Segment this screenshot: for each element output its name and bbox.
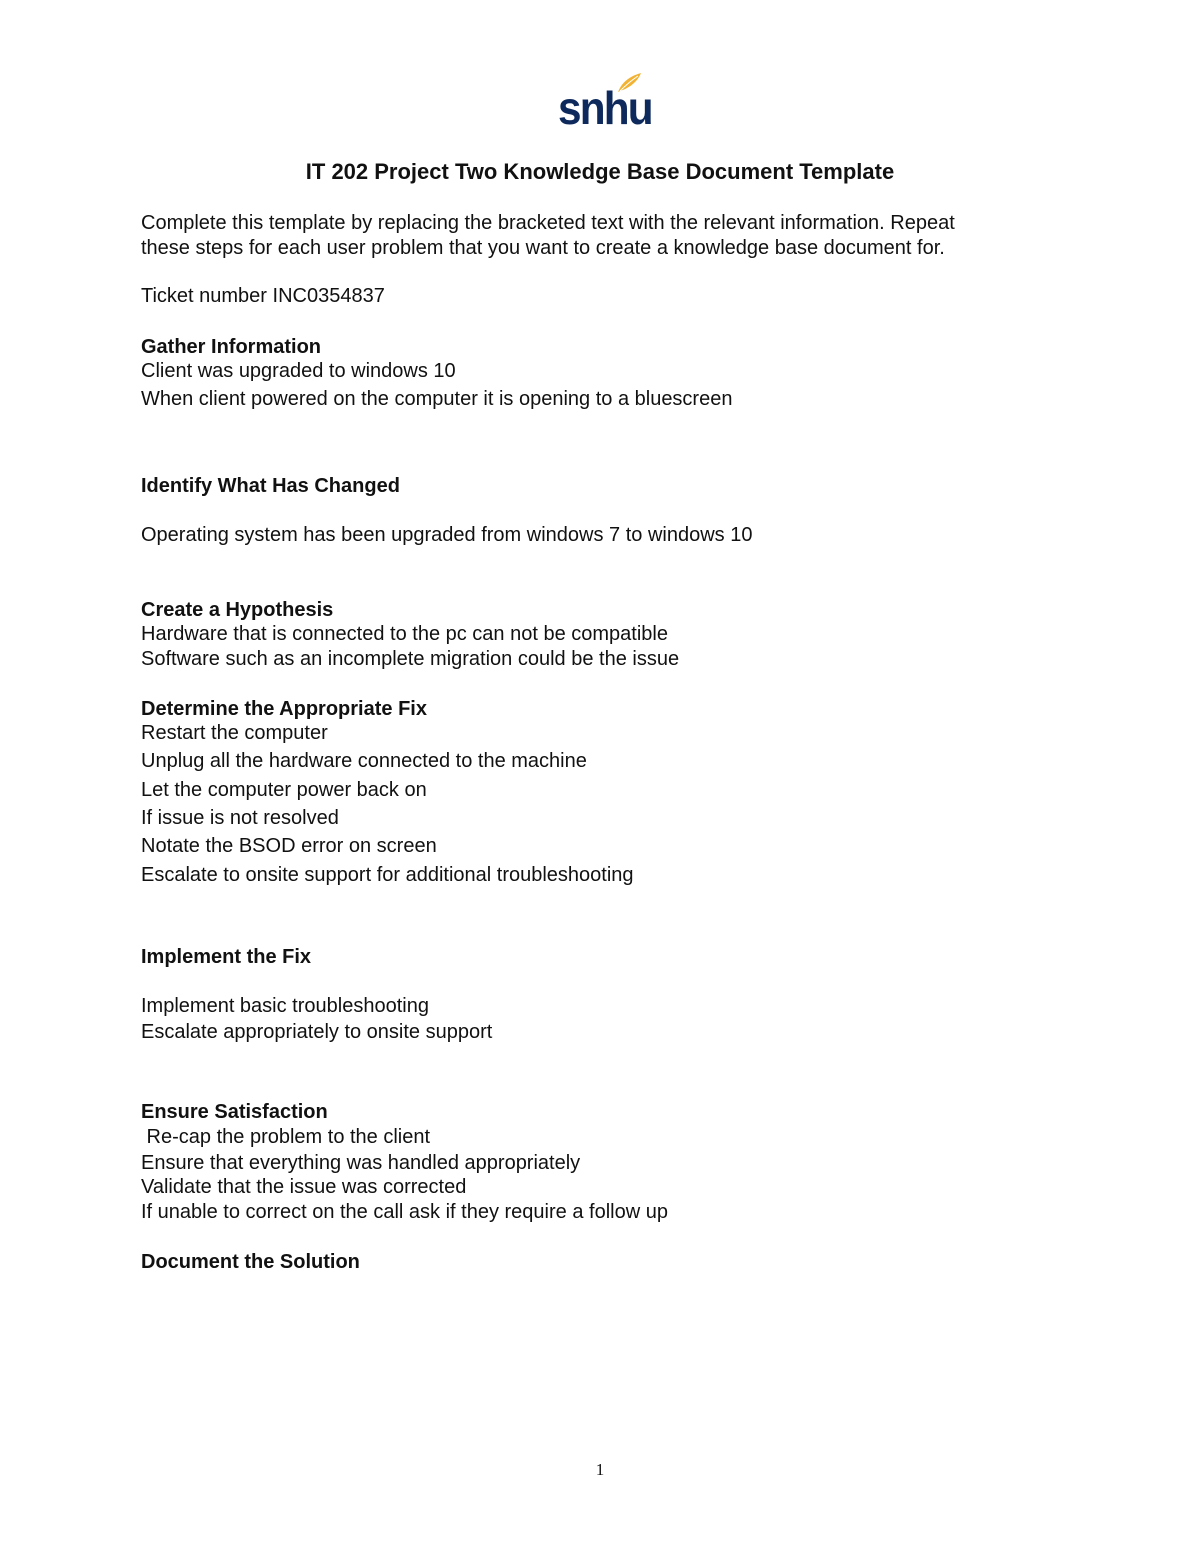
identify-line: Operating system has been upgraded from windows 7 to windows 10 — [141, 524, 753, 546]
heading-identify-changes: Identify What Has Changed — [141, 475, 400, 497]
document-title: IT 202 Project Two Knowledge Base Document Template — [305, 159, 895, 184]
fix-line: Restart the computer — [141, 722, 328, 744]
page-number: 1 — [595, 1460, 605, 1479]
intro-paragraph — [141, 211, 1041, 261]
snhu-logo — [558, 72, 652, 134]
hypothesis-line: Software such as an incomplete migration could be the issue — [141, 648, 680, 670]
implement-line: Implement basic troubleshooting — [141, 995, 429, 1017]
satisfaction-line: If unable to correct on the call ask if they require a follow up — [141, 1201, 668, 1223]
heading-ensure-satisfaction: Ensure Satisfaction — [141, 1101, 328, 1123]
fix-line: Escalate to onsite support for additional troubleshooting — [141, 864, 634, 886]
fix-line: Let the computer power back on — [141, 779, 427, 801]
satisfaction-line: Ensure that everything was handled appropriately — [141, 1152, 581, 1174]
satisfaction-line: Re-cap the problem to the client — [141, 1126, 431, 1148]
gather-line: When client powered on the computer it is opening to a bluescreen — [141, 388, 733, 410]
gather-line: Client was upgraded to windows 10 — [141, 360, 456, 382]
intro-line: these steps for each user problem that you want to create a knowledge base document for. — [141, 237, 945, 259]
heading-document-solution: Document the Solution — [141, 1251, 360, 1273]
intro-line: Complete this template by replacing the bracketed text with the relevant information. Repeat — [141, 212, 955, 234]
heading-implement-fix: Implement the Fix — [141, 946, 312, 968]
heading-create-hypothesis: Create a Hypothesis — [141, 599, 334, 621]
fix-line: Notate the BSOD error on screen — [141, 835, 437, 857]
hypothesis-line: Hardware that is connected to the pc can not be compatible — [141, 623, 668, 645]
satisfaction-line: Validate that the issue was corrected — [141, 1176, 467, 1198]
ticket-number: Ticket number INC0354837 — [141, 285, 385, 307]
heading-gather-information: Gather Information — [141, 336, 322, 358]
heading-determine-fix: Determine the Appropriate Fix — [141, 698, 427, 720]
fix-line: Unplug all the hardware connected to the machine — [141, 750, 587, 772]
logo-wordmark: snhu — [558, 82, 652, 134]
fix-line: If issue is not resolved — [141, 807, 339, 829]
leaf-icon — [616, 72, 642, 94]
implement-line: Escalate appropriately to onsite support — [141, 1021, 493, 1043]
